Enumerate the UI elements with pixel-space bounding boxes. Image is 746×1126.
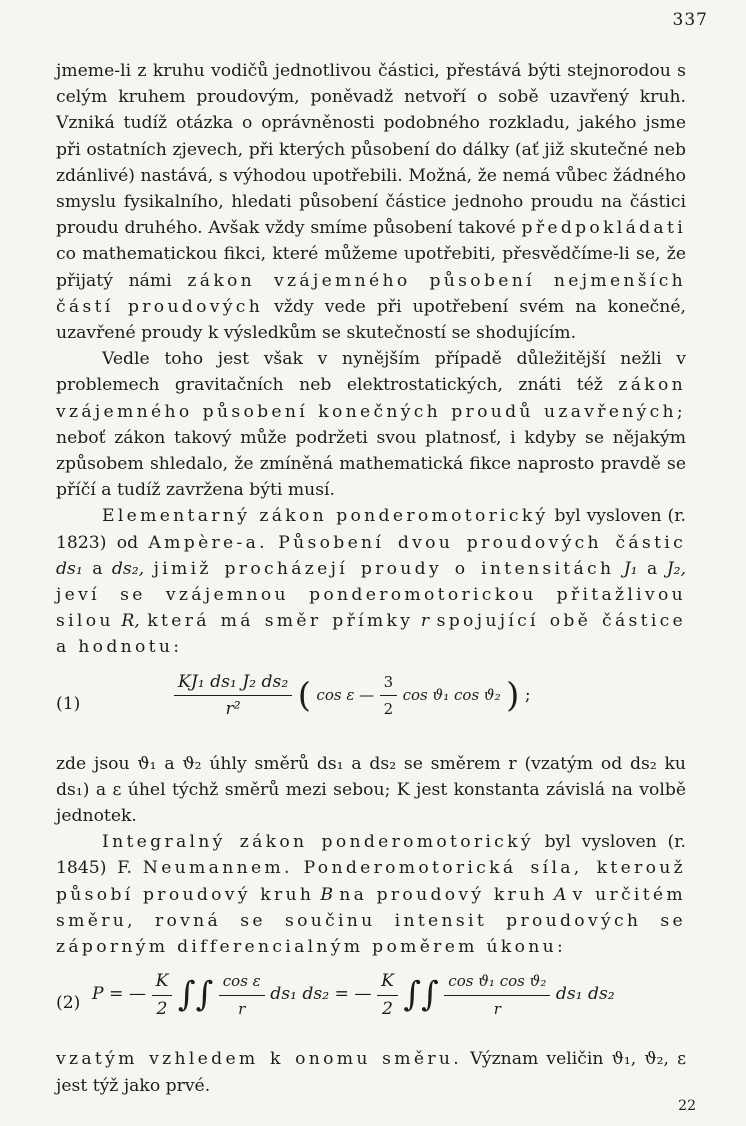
text-run: a	[647, 558, 658, 579]
spaced-text: vzatým vzhledem k onomu směru.	[56, 1049, 463, 1070]
math-term: P = —	[92, 984, 147, 1005]
left-paren: (	[297, 675, 311, 716]
spaced-text: spojující obě částice a hodnotu:	[56, 611, 687, 658]
equation-1	[56, 669, 686, 741]
page-number: 337	[672, 10, 708, 30]
fraction	[152, 968, 173, 1021]
math-term: ds₁ ds₂ = —	[270, 984, 372, 1005]
equation-label: (2)	[56, 993, 81, 1014]
fraction	[380, 669, 398, 722]
denominator: r²	[225, 698, 241, 719]
spaced-text: předpokládati	[521, 218, 686, 239]
math-symbol: B	[320, 884, 334, 905]
spaced-text: Působení dvou proudových částic	[278, 532, 687, 553]
denominator: r	[493, 999, 501, 1018]
math-term: cos ε —	[316, 685, 375, 704]
fraction	[219, 968, 265, 1021]
formula	[174, 669, 531, 722]
text-run: neboť zákon takový může podržeti svou platnosť, i kdyby se nějakým způsobem shledalo, že zmíněná mathematická fikce naprosto pravdě se příčí a tudíž zavržena býti musí.	[56, 427, 686, 501]
math-symbol: ds₁	[56, 558, 83, 579]
paragraph-1	[56, 58, 686, 346]
author-name: Ampère-a.	[148, 532, 268, 553]
numerator: 3	[380, 669, 398, 696]
spaced-text: která má směr přímky	[147, 611, 414, 632]
math-symbol: J₁	[623, 558, 638, 579]
spaced-text: zákon vzájemného působení nejmenších částí proudových	[56, 270, 687, 317]
numerator: KJ₁ ds₁ J₂ ds₂	[174, 669, 292, 696]
text-run: co mathematickou fikci, které můžeme upotřebiti, přesvědčíme-li se, že přijatý námi	[56, 244, 686, 291]
math-symbol: J₂,	[666, 558, 687, 579]
math-term: ds₁ ds₂	[555, 984, 615, 1005]
math-symbol: ds₂,	[111, 558, 145, 579]
denominator: r	[238, 999, 246, 1018]
equation-2	[56, 968, 686, 1038]
spaced-text: jeví se vzájemnou ponderomotorickou přitažlivou silou	[56, 585, 686, 632]
denominator: 2	[382, 998, 393, 1019]
math-symbol: A	[554, 884, 567, 905]
fraction	[174, 669, 292, 722]
text-run: Vedle toho jest však v nynějším případě důležitější nežli v problemech gravitačních neb elektrostatických, znáti též	[56, 349, 686, 396]
integral-sign: ∫∫	[177, 974, 214, 1015]
math-term: cos ϑ₁ cos ϑ₂	[402, 685, 501, 704]
paragraph-3	[56, 503, 686, 660]
math-symbol: R,	[121, 611, 140, 632]
numerator: cos ϑ₁ cos ϑ₂	[444, 968, 550, 995]
text-run: a	[92, 558, 103, 579]
paragraph-2	[56, 346, 686, 503]
text-run: jmeme-li z kruhu vodičů jednotlivou částici, přestává býti stejnorodou s celým kruhem proudovým, poněvadž netvoří o sobě uzavřený kruh. Vzniká tudíž otázka o oprávněnosti podobného rozkladu, jakého jsme při ostatních zjevech, při kterých působení do dálky (ať již skutečné neb zdánlivé) nastává, s výhodou upotřebili. Možná, že nemá vůbec žádného smyslu fysikalního, hledati působení částice jednoho proudu na částici proudu druhého. Avšak vždy smíme působení takové	[56, 61, 686, 239]
punctuation: ;	[524, 684, 531, 705]
signature-mark: 22	[678, 1098, 696, 1114]
spaced-text: na proudový kruh	[339, 884, 548, 905]
text-run: byl vysloven (r. 1845) F.	[56, 832, 686, 879]
paragraph-5	[56, 829, 686, 960]
text-run: vždy vede při upotřebení svém na konečné, uzavřené proudy k výsledkům se skutečností se shodujícím.	[56, 296, 686, 344]
equation-label: (1)	[56, 693, 81, 714]
text-run: Význam veličin ϑ₁, ϑ₂, ε jest týž jako prvé.	[56, 1049, 687, 1096]
spaced-text: Ponderomotorická síla, kterouž působí proudový kruh	[56, 858, 686, 905]
spaced-text: jimiž procházejí proudy o intensitách	[153, 558, 615, 579]
spaced-text: Elementarný zákon ponderomotorický	[102, 506, 549, 527]
author-name: Neumannem.	[142, 858, 293, 879]
formula	[92, 968, 615, 1021]
paragraph-4: zde jsou ϑ₁ a ϑ₂ úhly směrů ds₁ a ds₂ se směrem r (vzatým od ds₂ ku ds₁) a ε úhel týchž směrů mezi sebou; K jest konstanta závislá na volbě jednotek.	[56, 753, 686, 827]
denominator: 2	[156, 998, 168, 1019]
numerator: cos ε	[219, 968, 265, 995]
numerator: K	[152, 968, 173, 995]
spaced-text: zákon vzájemného působení konečných proudů uzavřených;	[56, 375, 686, 422]
text-run: byl vysloven (r. 1823) od	[56, 506, 687, 553]
fraction	[444, 968, 550, 1021]
denominator: 2	[383, 699, 394, 718]
numerator: K	[377, 968, 398, 995]
spaced-text: v určitém směru, rovná se součinu intensit proudových se záporným differencialným poměrem úkonu:	[56, 884, 686, 958]
page-body	[56, 58, 686, 1099]
right-paren: )	[506, 675, 520, 716]
spaced-text: Integralný zákon ponderomotorický	[102, 832, 534, 853]
integral-sign: ∫∫	[403, 974, 439, 1015]
paragraph-6	[56, 1046, 686, 1098]
math-symbol: r	[420, 611, 430, 632]
fraction	[377, 968, 398, 1021]
